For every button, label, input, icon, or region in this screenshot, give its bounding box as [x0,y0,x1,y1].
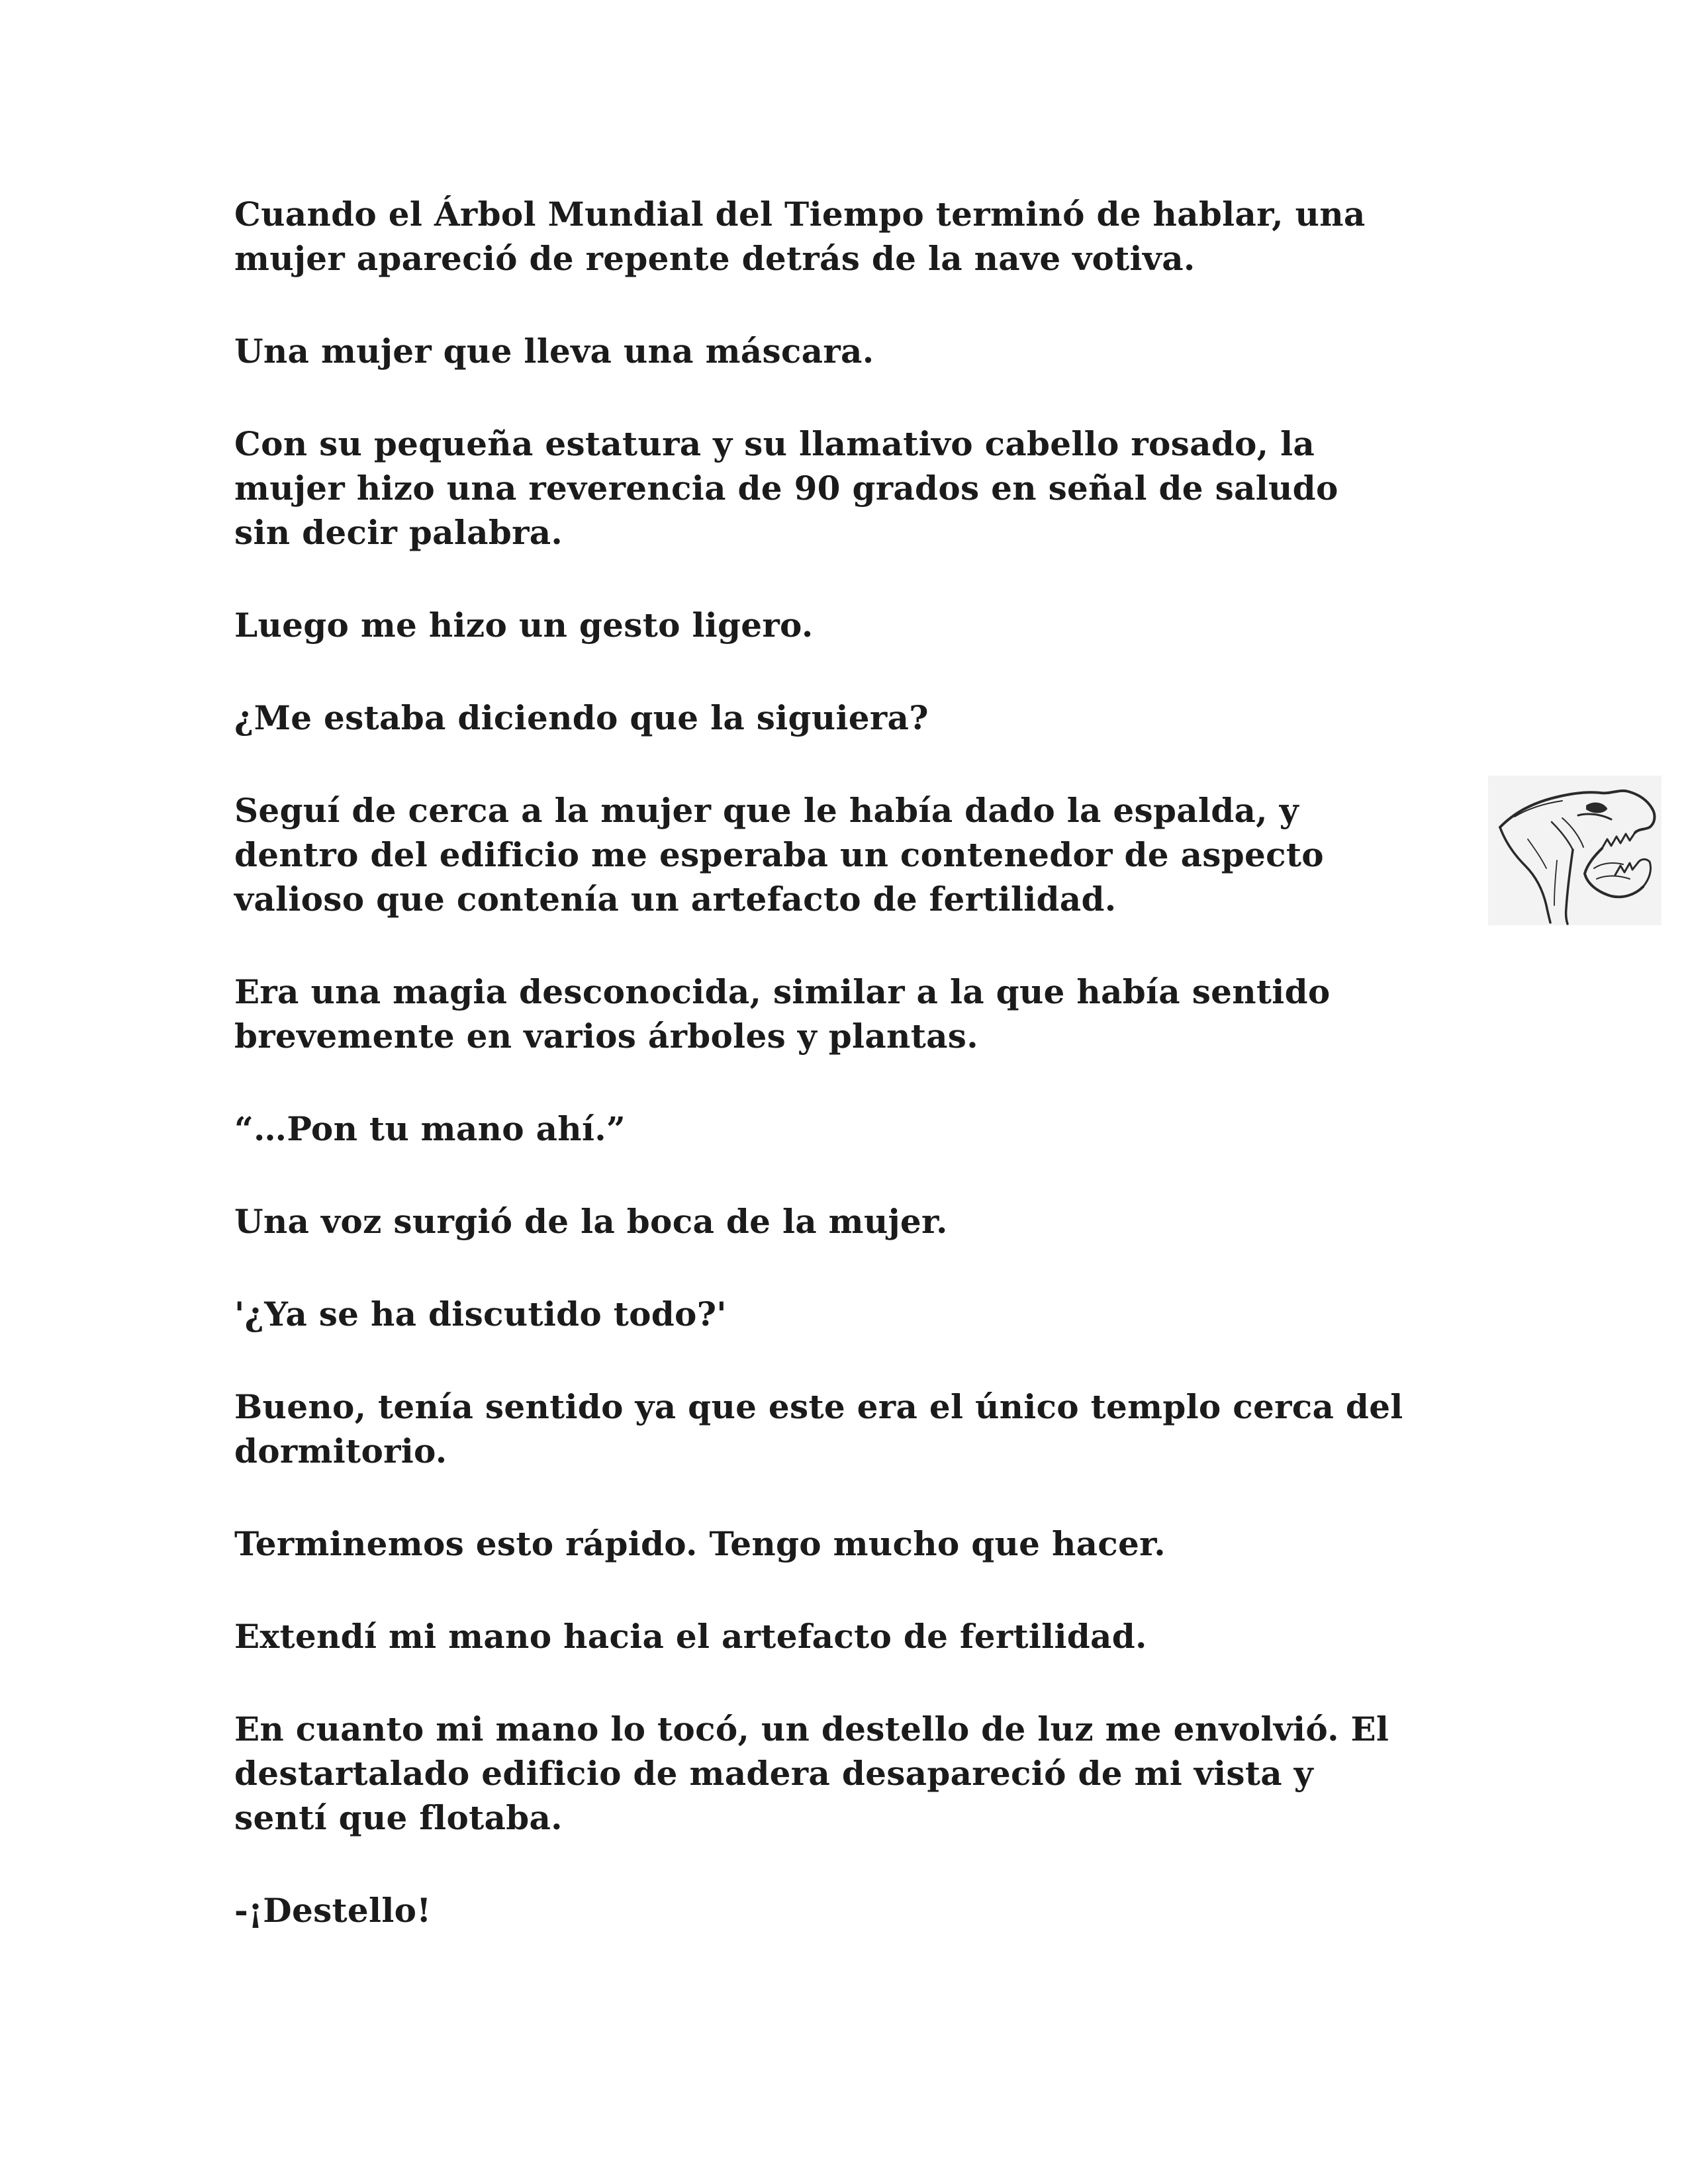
paragraph-3: Con su pequeña estatura y su llamativo cabello rosado, la mujer hizo una reverencia de 90 grados en señal de saludo sin decir palabra. [234,424,1338,552]
dinosaur-head-sketch-icon [1488,776,1662,925]
paragraph-1: Cuando el Árbol Mundial del Tiempo terminó de hablar, una mujer apareció de repente detrás de la nave votiva. [234,195,1366,278]
paragraph-7: Era una magia desconocida, similar a la que había sentido brevemente en varios árboles y plantas. [234,972,1331,1056]
paragraph-15: -¡Destello! [234,1891,432,1930]
paragraph-5: ¿Me estaba diciendo que la siguiera? [234,698,929,737]
paragraph-2: Una mujer que lleva una máscara. [234,332,874,371]
paragraph-11: Bueno, tenía sentido ya que este era el único templo cerca del dormitorio. [234,1387,1403,1471]
paragraph-6: Seguí de cerca a la mujer que le había dado la espalda, y dentro del edificio me esperaba un contenedor de aspecto valioso que contenía un artefacto de fertilidad. [234,791,1324,919]
paragraph-13: Extendí mi mano hacia el artefacto de fertilidad. [234,1617,1147,1656]
paragraph-12: Terminemos esto rápido. Tengo mucho que hacer. [234,1524,1166,1563]
paragraph-14: En cuanto mi mano lo tocó, un destello de luz me envolvió. El destartalado edificio de madera desapareció de mi vista y sentí que flotaba. [234,1709,1389,1837]
paragraph-9: Una voz surgió de la boca de la mujer. [234,1202,948,1241]
story-text [234,192,1492,1981]
paragraph-4: Luego me hizo un gesto ligero. [234,606,814,645]
paragraph-8: “…Pon tu mano ahí.” [234,1109,626,1148]
paragraph-10: '¿Ya se ha discutido todo?' [234,1295,727,1334]
